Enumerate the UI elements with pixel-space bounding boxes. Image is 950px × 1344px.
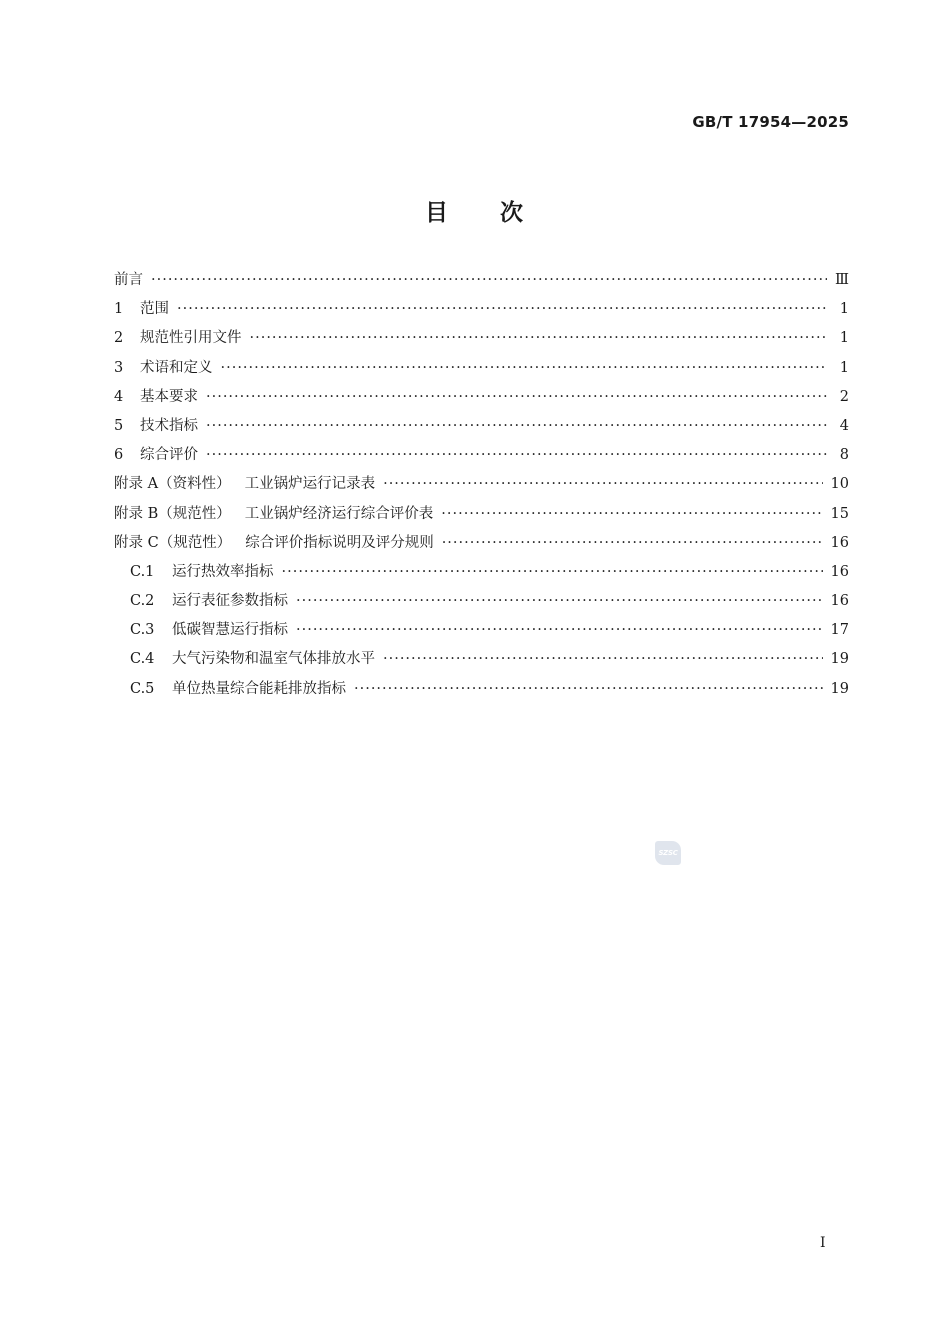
- toc-entry-number: 1: [114, 301, 124, 318]
- toc-dot-leader: [354, 681, 823, 697]
- toc-entry-number: 附录 C（规范性）: [114, 534, 232, 551]
- toc-entry-page: 4: [839, 417, 849, 434]
- toc-dot-leader: [282, 564, 823, 580]
- toc-entry-number: C.3: [130, 622, 155, 639]
- toc-entry-page: 1: [839, 301, 849, 318]
- toc-entry-number: 4: [114, 388, 124, 405]
- toc-entry-label: 大气污染物和温室气体排放水平: [172, 651, 375, 668]
- toc-dot-leader: [442, 535, 823, 551]
- toc-entry-number: 5: [114, 417, 124, 434]
- toc-entry-number: C.1: [130, 563, 155, 580]
- toc-title-char-1: 目: [425, 200, 450, 226]
- toc-entry-page: 19: [830, 651, 849, 668]
- toc-entry-page: 16: [830, 534, 849, 551]
- toc-entry-label: 前言: [114, 272, 143, 288]
- toc-dot-leader: [151, 272, 827, 288]
- toc-entry-label: 低碳智慧运行指标: [172, 622, 288, 639]
- toc-entry-label: 范围: [140, 301, 169, 318]
- toc-dot-leader: [206, 447, 827, 463]
- toc-entry-annex-a[interactable]: [114, 472, 849, 501]
- toc-entry-label: 基本要求: [140, 388, 198, 405]
- toc-entry-c4[interactable]: [114, 647, 849, 676]
- toc-entry-page: 10: [830, 476, 849, 493]
- toc-entry-technical-indicators[interactable]: [114, 414, 849, 443]
- toc-entry-page: 19: [830, 680, 849, 697]
- toc-entry-page: 1: [839, 359, 849, 376]
- toc-entry-number: 6: [114, 447, 124, 464]
- toc-entry-page: 16: [830, 563, 849, 580]
- page-number: I: [820, 1235, 826, 1251]
- toc-entry-label: 运行表征参数指标: [172, 593, 288, 610]
- toc-dot-leader: [383, 476, 822, 492]
- toc-entry-label: 技术指标: [140, 417, 198, 434]
- toc-dot-leader: [221, 360, 828, 376]
- toc-entry-scope[interactable]: [114, 297, 849, 326]
- toc-entry-terms[interactable]: [114, 356, 849, 385]
- toc-entry-number: 附录 B（规范性）: [114, 505, 231, 522]
- toc-entry-annex-c[interactable]: [114, 531, 849, 560]
- toc-entry-number: 2: [114, 330, 124, 347]
- toc-dot-leader: [383, 651, 823, 667]
- toc-entry-label: 综合评价指标说明及评分规则: [245, 534, 434, 551]
- toc-entry-page: 16: [830, 593, 849, 610]
- toc-entry-number: C.5: [130, 680, 155, 697]
- toc-entry-normative-references[interactable]: [114, 326, 849, 355]
- toc-entry-page: 17: [830, 622, 849, 639]
- toc-entry-label: 术语和定义: [140, 359, 213, 376]
- toc-entry-page: 8: [839, 447, 849, 464]
- toc-entry-label: 工业锅炉经济运行综合评价表: [244, 505, 434, 522]
- watermark-text: SZSC: [658, 849, 678, 857]
- toc-title-char-2: 次: [500, 200, 525, 226]
- toc-entry-foreword[interactable]: [114, 268, 849, 297]
- toc-entry-label: 工业锅炉运行记录表: [244, 476, 376, 493]
- toc-entry-c2[interactable]: [114, 589, 849, 618]
- toc-dot-leader: [296, 622, 823, 638]
- toc-dot-leader: [177, 301, 827, 317]
- toc-entry-number: C.2: [130, 593, 155, 610]
- toc-entry-number: C.4: [130, 651, 155, 668]
- toc-entry-label: 综合评价: [140, 447, 198, 464]
- table-of-contents: [114, 268, 849, 706]
- toc-entry-page: 15: [830, 505, 849, 522]
- toc-dot-leader: [206, 418, 827, 434]
- toc-entry-annex-b[interactable]: [114, 502, 849, 531]
- toc-dot-leader: [441, 506, 822, 522]
- toc-dot-leader: [206, 389, 827, 405]
- toc-entry-number: 附录 A（资料性）: [114, 476, 231, 493]
- toc-entry-label: 规范性引用文件: [140, 330, 242, 347]
- toc-entry-page: 1: [839, 330, 849, 347]
- toc-entry-label: 单位热量综合能耗排放指标: [172, 680, 346, 697]
- toc-dot-leader: [296, 593, 823, 609]
- toc-entry-basic-requirements[interactable]: [114, 385, 849, 414]
- toc-dot-leader: [250, 330, 828, 346]
- document-code: GB/T 17954—2025: [692, 113, 849, 131]
- toc-entry-page: Ⅲ: [835, 272, 849, 288]
- watermark-logo: [655, 841, 681, 865]
- toc-entry-number: 3: [114, 359, 124, 376]
- toc-entry-comprehensive-evaluation[interactable]: [114, 443, 849, 472]
- toc-entry-c1[interactable]: [114, 560, 849, 589]
- toc-title: [0, 194, 950, 227]
- toc-entry-page: 2: [839, 388, 849, 405]
- toc-entry-label: 运行热效率指标: [172, 563, 274, 580]
- toc-entry-c3[interactable]: [114, 618, 849, 647]
- toc-entry-c5[interactable]: [114, 677, 849, 706]
